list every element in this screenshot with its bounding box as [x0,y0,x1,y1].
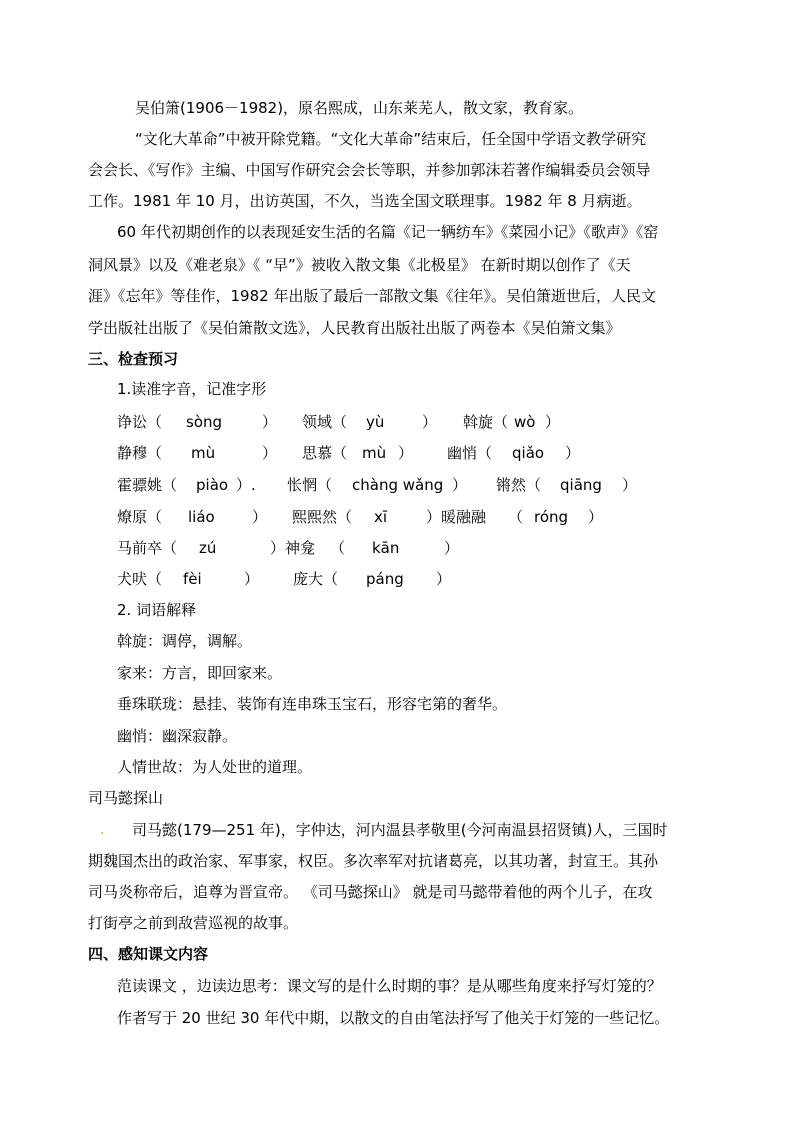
pinyin-close: ） [565,444,581,462]
pinyin-word: 领域（ [302,413,348,431]
pinyin-answer: kān [372,539,400,557]
pinyin-close: ） [622,476,638,494]
pinyin-close: ） [262,444,278,462]
intro-line: 学出版社出版了《吴伯箫散文选》，人民教育出版社出版了两卷本《吴伯箫文集》 [88,319,621,337]
pinyin-answer: fèi [183,570,202,588]
bullet-dot: . [100,822,105,838]
pinyin-word: 犬吠（ [117,570,163,588]
subheading: 2. 词语解释 [117,601,197,619]
pinyin-answer: piào [196,476,229,494]
pinyin-close: ） [444,539,460,557]
pinyin-answer: wò [514,413,536,431]
pinyin-close: ） [422,413,438,431]
pinyin-close: ） [252,508,268,526]
pinyin-answer: yù [366,413,385,431]
pinyin-word: 燎原（ [117,508,163,526]
pinyin-answer: qiāng [560,476,602,494]
simayi-line: 司马炎称帝后，追尊为晋宣帝。 《司马懿探山》 就是司马懿带着他的两个儿子，在攻 [88,883,653,901]
pinyin-close: ）神龛 [270,539,316,557]
pinyin-answer: páng [366,570,404,588]
intro-line: “文化大革命”中被开除党籍。“文化大革命”结束后，任全国中学语文教学研究 [135,130,647,148]
pinyin-close: ） [244,570,260,588]
intro-line: 洞风景》以及《难老泉》《 “早”》被收入散文集《北极星》 在新时期以创作了《天 [88,256,631,274]
pinyin-close: ） [588,508,604,526]
definition-item: 人情世故：为人处世的道理。 [117,758,313,776]
pinyin-word: 幽悄（ [447,444,493,462]
pinyin-close: ）. [236,476,256,494]
pinyin-answer: liáo [188,508,215,526]
pinyin-word: 熙熙然（ [292,508,353,526]
section-heading: 四、感知课文内容 [88,945,209,963]
pinyin-word: 马前卒（ [117,539,178,557]
pinyin-answer: xī [374,508,388,526]
definition-item: 家来：方言，即回家来。 [117,664,283,682]
pinyin-answer: róng [534,508,569,526]
pinyin-close: ） [262,413,278,431]
pinyin-close: ） [545,413,561,431]
pinyin-close: ）暖融融 [426,508,487,526]
pinyin-word: （ [508,508,524,526]
pinyin-answer: mù [362,444,387,462]
pinyin-word: 锵然（ [496,476,542,494]
pinyin-close: ） [452,476,468,494]
intro-line: 工作。1981 年 10 月，出访英国，不久，当选全国文联理事。1982 年 8 月病逝。 [88,192,642,210]
pinyin-word: 庞大（ [293,570,339,588]
pinyin-answer: sòng [186,413,223,431]
section4-line: 作者写于 20 世纪 30 年代中期，以散文的自由笔法抒写了他关于灯笼的一些记忆。 [117,1009,670,1027]
pinyin-word: 思慕（ [302,444,348,462]
intro-line: 涯》《忘年》等佳作，1982 年出版了最后一部散文集《往年》。吴伯箫逝世后，人民文 [88,287,656,305]
pinyin-answer: chàng wǎng [352,476,444,494]
pinyin-word: 斡旋（ [463,413,509,431]
pinyin-word: 诤讼（ [117,413,163,431]
section-heading: 三、检查预习 [88,350,179,368]
simayi-line: 期魏国杰出的政治家、军事家，权臣。多次率军对抗诸葛亮，以其功著，封宣王。其孙 [88,852,659,870]
simayi-line: 司马懿(179—251 年)，字仲达，河内温县孝敬里(今河南温县招贤镇)人，三国时 [132,821,668,839]
pinyin-close: ） [436,570,452,588]
pinyin-close: ） [398,444,414,462]
pinyin-answer: mù [191,444,216,462]
intro-line: 60 年代初期创作的以表现延安生活的名篇《记一辆纺车》《菜园小记》《歌声》《窑 [117,223,659,241]
pinyin-word: 静穆（ [117,444,163,462]
section-title: 司马懿探山 [88,789,164,807]
pinyin-word: 霍骠姚（ [117,476,178,494]
pinyin-word: （ [330,539,346,557]
pinyin-word: 怅惘（ [287,476,333,494]
definition-item: 幽悄：幽深寂静。 [117,727,238,745]
intro-line: 吴伯箫(1906－1982)，原名熙成，山东莱芜人，散文家，教育家。 [135,99,584,117]
subheading: 1.读准字音，记准字形 [117,380,267,398]
section4-line: 范读课文 ，边读边思考：课文写的是什么时期的事？是从哪些角度来抒写灯笼的？ [117,977,662,995]
intro-line: 会会长、《写作》主编、中国写作研究会会长等职，并参加郭沫若著作编辑委员会领导 [88,161,651,179]
pinyin-answer: qiǎo [512,444,545,462]
simayi-line: 打街亭之前到敌营巡视的故事。 [88,914,299,932]
definition-item: 垂珠联珑：悬挂、装饰有连串珠玉宝石，形容宅第的奢华。 [117,695,508,713]
definition-item: 斡旋：调停，调解。 [117,632,253,650]
pinyin-answer: zú [199,539,217,557]
